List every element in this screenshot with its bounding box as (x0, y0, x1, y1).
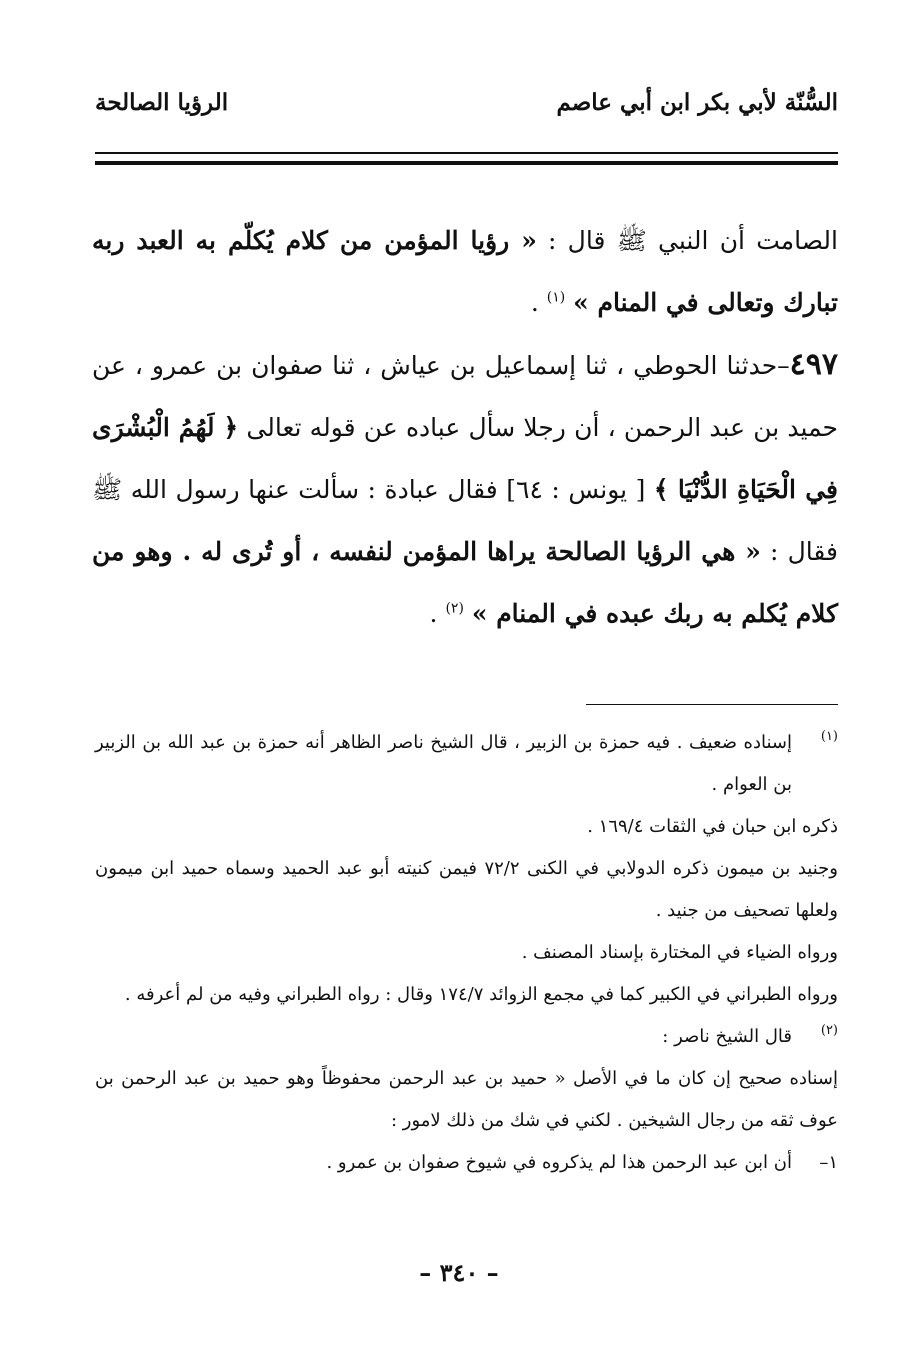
page-number: – ٣٤٠ – (419, 1258, 499, 1287)
header-rule-thick (95, 161, 838, 165)
prophetic-quote: « هي الرؤيا الصالحة يراها المؤمن لنفسه ، أو تُرى له . وهو من كلام يُكلم به ربك عبده في المنام » (92, 537, 838, 628)
paragraph-hadith-496-end (92, 210, 838, 334)
footnote-2-item (95, 1142, 838, 1184)
hadith-number: ٤٩٧ (789, 347, 838, 382)
footnote-line: إسناده صحيح إن كان ما في الأصل « حميد بن عبد الرحمن محفوظاً وهو حميد بن عبد الرحمن بن عوف ثقه من رجال الشيخين . لكني في شك من ذلك لامور : (95, 1068, 838, 1131)
footnote-line: ذكره ابن حبان في الثقات ١٦٩/٤ . (587, 816, 838, 837)
book-title: السُّنّة لأبي بكر ابن أبي عاصم (556, 88, 838, 116)
footnote-line: إسناده ضعيف . فيه حمزة بن الزبير ، قال الشيخ ناصر الظاهر أنه حمزة بن عبد الله بن الزبير بن العوام . (95, 732, 792, 795)
footnote-mark: (٢) (820, 1023, 838, 1038)
footnote-line: وجنيد بن ميمون ذكره الدولابي في الكنى ٧٢/٢ فيمن كنيته أبو عبد الحميد وسماه حميد ابن ميمون ولعلها تصحيف من جنيد . (95, 858, 838, 921)
footnote-body (95, 722, 792, 806)
main-text (92, 210, 838, 645)
footnote-body (95, 1016, 792, 1058)
text-run: . (530, 288, 547, 317)
footnote-line: قال الشيخ ناصر : (662, 1026, 792, 1047)
footnote-line: أن ابن عبد الرحمن هذا لم يذكروه في شيوخ صفوان بن عمرو . (326, 1152, 792, 1173)
footnote-ref-1: (١) (546, 289, 566, 306)
running-header (95, 82, 838, 122)
paragraph-hadith-497 (92, 334, 838, 645)
text-run: فقال عبادة : سألت عنها رسول الله ﷺ فقال : (92, 475, 838, 566)
text-run: . (429, 599, 446, 628)
footnote-2-continued (95, 1058, 838, 1142)
list-item-label: ١– (819, 1152, 838, 1173)
footnote-line: ورواه الضياء في المختارة بإسناد المصنف . (521, 942, 838, 963)
footnote-line: ورواه الطبراني في الكبير كما في مجمع الزوائد ١٧٤/٧ وقال : رواه الطبراني وفيه من لم أعرفه . (124, 984, 838, 1005)
chapter-title: الرؤيا الصالحة (95, 88, 229, 116)
footnote-body (95, 1142, 792, 1184)
prophetic-quote: « رؤيا المؤمن من كلام يُكلّم به العبد ربه تبارك وتعالى في المنام » (92, 226, 838, 317)
quran-verse: ﴿ لَهُمُ الْبُشْرَى فِي الْحَيَاةِ الدُّنْيَا ﴾ (92, 413, 838, 504)
header-rule-thin (95, 152, 838, 154)
footnote-mark: (١) (820, 729, 838, 744)
footnote-1-continued (95, 806, 838, 1016)
footnote-2 (95, 1016, 838, 1058)
footnote-ref-2: (٢) (445, 600, 464, 617)
quran-reference: [ يونس : ٦٤] (497, 475, 654, 504)
footnote-1 (95, 722, 838, 806)
isnad-text: –حدثنا الحوطي ، ثنا إسماعيل بن عياش ، ثنا صفوان بن عمرو ، عن حميد بن عبد الرحمن ، أن رجلا سأل عباده عن قوله تعالى (92, 351, 838, 442)
footnotes (95, 722, 838, 1184)
text-run: الصامت أن النبي ﷺ قال : (536, 226, 838, 255)
footnote-separator (586, 704, 838, 705)
